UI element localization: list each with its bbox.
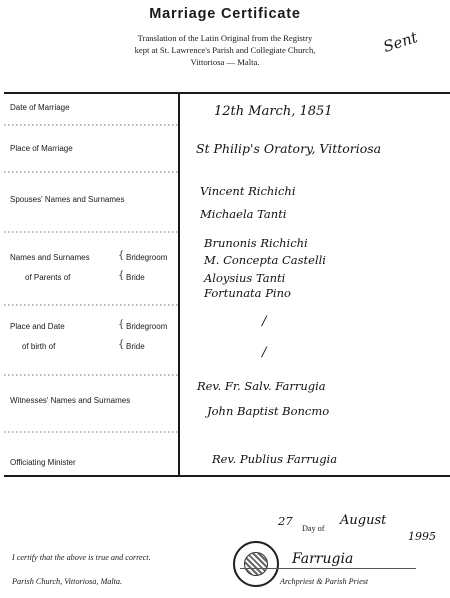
sent-handwritten-mark: Sent xyxy=(381,28,420,56)
brace-parents-top: { xyxy=(118,250,125,261)
label-parents-line1: Names and Surnames xyxy=(10,253,90,262)
label-witnesses: Witnesses' Names and Surnames xyxy=(10,396,131,405)
value-place-of-marriage: St Philip's Oratory, Vittoriosa xyxy=(196,141,382,156)
label-date-of-marriage: Date of Marriage xyxy=(10,103,70,112)
subtitle-line-3: Vittoriosa — Malta. xyxy=(190,57,260,67)
label-birth-line2: of birth of xyxy=(22,342,56,351)
brace-birth-top: { xyxy=(118,319,125,330)
label-day-of: Day of xyxy=(302,524,325,533)
label-parents-line2: of Parents of xyxy=(25,273,71,282)
value-day: 27 xyxy=(278,514,293,528)
label-parents-bride: Bride xyxy=(126,273,145,282)
parish-text: Parish Church, Vittoriosa, Malta. xyxy=(12,577,123,586)
label-birth-line1: Place and Date xyxy=(10,322,65,331)
subtitle-line-1: Translation of the Latin Original from the Registry xyxy=(137,33,313,43)
value-bridegroom-father: Brunonis Richichi xyxy=(204,236,308,250)
value-birth-bridegroom: / xyxy=(262,314,267,329)
value-officiating-minister: Rev. Publius Farrugia xyxy=(212,452,338,466)
certify-text: I certify that the above is true and correct. xyxy=(12,553,151,562)
value-birth-bride: / xyxy=(262,345,267,360)
label-parents-bridegroom: Bridegroom xyxy=(126,253,168,262)
label-birth-bridegroom: Bridegroom xyxy=(126,322,168,331)
label-place-of-marriage: Place of Marriage xyxy=(10,144,73,153)
brace-birth-bottom: { xyxy=(118,339,125,350)
value-witness-1: Rev. Fr. Salv. Farrugia xyxy=(197,379,326,393)
priest-signature: Farrugia xyxy=(292,551,354,567)
certificate-title: Marriage Certificate xyxy=(149,6,301,22)
value-month: August xyxy=(340,513,387,528)
subtitle-line-2: kept at St. Lawrence's Parish and Collegiate Church, xyxy=(134,45,316,55)
label-officiating-minister: Officiating Minister xyxy=(10,458,76,467)
signer-title: Archpriest & Parish Priest xyxy=(280,577,369,586)
label-birth-bride: Bride xyxy=(126,342,145,351)
value-bride-father: Aloysius Tanti xyxy=(204,271,286,285)
value-date-of-marriage: 12th March, 1851 xyxy=(214,104,333,119)
value-bride-name: Michaela Tanti xyxy=(200,207,287,221)
signature-line xyxy=(240,568,416,569)
seal-emblem xyxy=(244,552,268,576)
value-year: 1995 xyxy=(408,530,436,543)
parish-seal xyxy=(233,541,279,587)
value-bridegroom-mother: M. Concepta Castelli xyxy=(204,253,326,267)
value-bride-mother: Fortunata Pino xyxy=(204,286,291,300)
value-witness-2: John Baptist Boncmo xyxy=(207,404,330,418)
value-groom-name: Vincent Richichi xyxy=(200,184,296,198)
label-spouses: Spouses' Names and Surnames xyxy=(10,195,125,204)
brace-parents-bottom: { xyxy=(118,270,125,281)
